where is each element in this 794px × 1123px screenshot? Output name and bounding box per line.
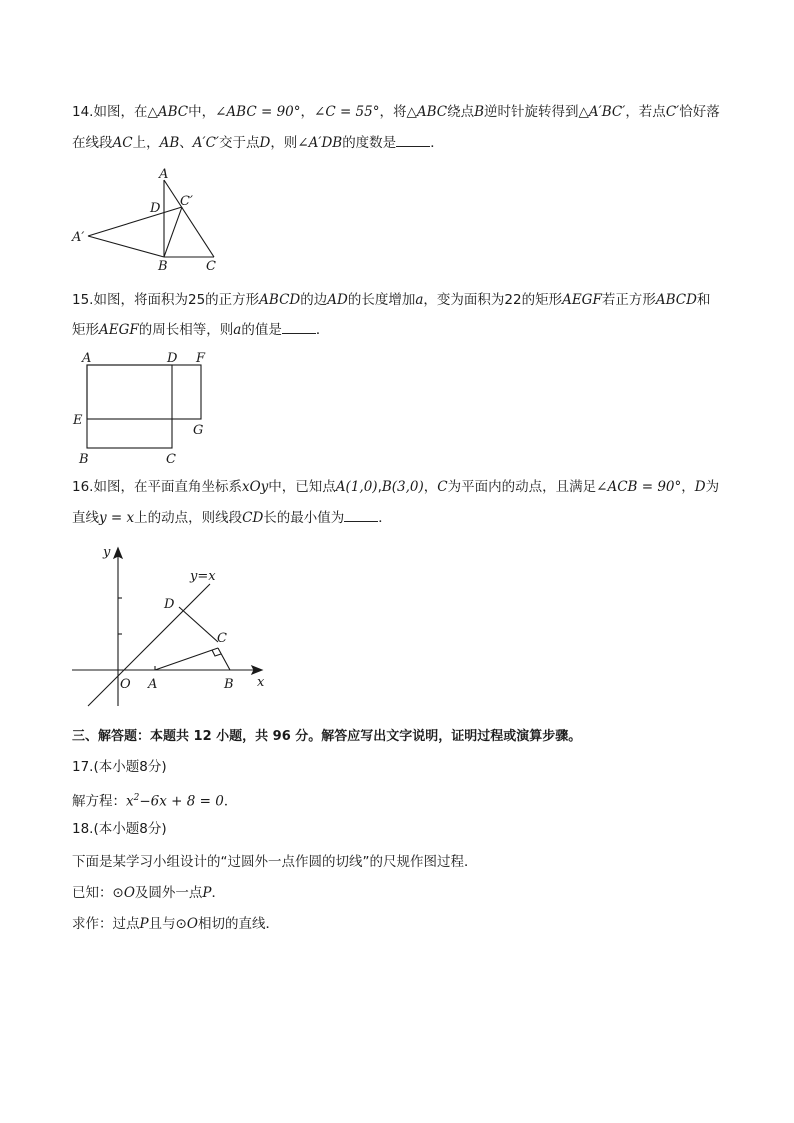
text: 恰好落 bbox=[679, 104, 720, 120]
label-c: C bbox=[217, 631, 227, 646]
text: ，则 bbox=[270, 135, 298, 151]
math-superscript: 2 bbox=[133, 793, 140, 803]
math: AD bbox=[327, 292, 348, 308]
text: 在线段 bbox=[72, 135, 113, 151]
segment-dc bbox=[179, 607, 218, 642]
text: 如图，在平面直角坐标系 bbox=[93, 479, 242, 495]
q17-body bbox=[72, 788, 732, 812]
text: 中， bbox=[188, 104, 216, 120]
label-d: D bbox=[164, 597, 175, 612]
math: O bbox=[123, 885, 135, 901]
text: ，若点 bbox=[625, 104, 666, 120]
segment-ac bbox=[155, 648, 218, 670]
label-d: D bbox=[167, 351, 178, 366]
label-f: F bbox=[196, 351, 206, 366]
math: ∠C = 55° bbox=[314, 104, 380, 120]
text: 如图，在 bbox=[93, 104, 148, 120]
label-a: A bbox=[82, 351, 92, 366]
math: A(1,0) bbox=[335, 479, 378, 495]
y-axis-arrow-icon bbox=[114, 548, 122, 558]
text: 的边 bbox=[300, 292, 328, 308]
segment-ac bbox=[164, 180, 214, 257]
circle-symbol: ⊙ bbox=[175, 916, 187, 932]
text: 的矩形 bbox=[521, 292, 563, 308]
label-y: y bbox=[103, 545, 111, 560]
question-number: 16. bbox=[72, 479, 94, 495]
text: 的值是 bbox=[241, 322, 282, 338]
segment-a1c1 bbox=[88, 207, 182, 236]
q18-header: 18.(本小题8分) bbox=[72, 821, 167, 837]
math: xOy bbox=[241, 479, 269, 495]
text: 的正方形 bbox=[205, 292, 260, 308]
text: 且与 bbox=[148, 916, 176, 932]
q14-line-2 bbox=[72, 133, 732, 153]
text: 相切的直线． bbox=[197, 916, 279, 932]
triangle-symbol: △ bbox=[147, 104, 158, 120]
math: x bbox=[126, 793, 134, 810]
triangle-symbol: △ bbox=[406, 104, 417, 120]
question-number: 15. bbox=[72, 292, 94, 308]
math: C′ bbox=[665, 104, 680, 120]
text: ，变为面积为 bbox=[423, 292, 505, 308]
math: P bbox=[202, 885, 212, 901]
text: ． bbox=[378, 510, 392, 526]
text: ， bbox=[300, 104, 315, 120]
text: 为 bbox=[705, 479, 720, 495]
q15-figure bbox=[65, 345, 225, 470]
math: a bbox=[415, 292, 424, 308]
text: 绕点 bbox=[447, 104, 475, 120]
text: ，将 bbox=[379, 104, 407, 120]
math: B(3,0) bbox=[381, 479, 424, 495]
text: 已知： bbox=[72, 885, 113, 901]
q16-line-1 bbox=[72, 477, 732, 497]
math: P bbox=[139, 916, 149, 932]
math: D bbox=[694, 479, 706, 495]
math: AB bbox=[159, 135, 180, 151]
label-a-prime: A′ bbox=[72, 230, 85, 245]
q15-line-1 bbox=[72, 290, 732, 310]
math: ABC bbox=[157, 104, 189, 120]
circle-symbol: ⊙ bbox=[112, 885, 124, 901]
q16-line-2 bbox=[72, 508, 732, 528]
label-g: G bbox=[193, 423, 204, 438]
answer-blank bbox=[282, 320, 316, 334]
label-o: O bbox=[120, 677, 131, 692]
segment-bc1 bbox=[164, 207, 182, 257]
math: ABC bbox=[416, 104, 448, 120]
math: ABCD bbox=[259, 292, 301, 308]
math: a bbox=[233, 322, 242, 338]
math: −6x + 8 = 0 bbox=[139, 793, 224, 810]
text: , bbox=[377, 479, 382, 495]
text: ， bbox=[423, 479, 438, 495]
number: 25 bbox=[187, 292, 206, 308]
q18-line-1: 下面是某学习小组设计的“过圆外一点作圆的切线”的尺规作图过程． bbox=[72, 854, 478, 870]
math: C bbox=[437, 479, 448, 495]
text: 解方程： bbox=[72, 793, 126, 810]
text: 为平面内的动点，且满足 bbox=[447, 479, 597, 495]
text: 长的最小值为 bbox=[263, 510, 345, 526]
math: ∠A′DB bbox=[297, 135, 343, 151]
label-c-prime: C′ bbox=[180, 194, 193, 209]
answer-blank bbox=[344, 508, 378, 522]
label-c: C bbox=[166, 452, 176, 467]
text: 如图，将面积为 bbox=[93, 292, 188, 308]
q18-construct bbox=[72, 914, 732, 934]
text: 的长度增加 bbox=[347, 292, 416, 308]
math: AEGF bbox=[562, 292, 602, 308]
text: 上， bbox=[132, 135, 160, 151]
square-abcd bbox=[87, 365, 172, 448]
label-c: C bbox=[206, 259, 216, 274]
math: D bbox=[259, 135, 271, 151]
text: 求作：过点 bbox=[72, 916, 140, 932]
math: A′C′ bbox=[192, 135, 219, 151]
text: ， bbox=[681, 479, 695, 495]
q15-line-2 bbox=[72, 320, 732, 340]
text: 矩形 bbox=[72, 322, 99, 338]
math: AC bbox=[112, 135, 133, 151]
section-header: 三、解答题：本题共 12 小题，共 96 分。解答应写出文字说明，证明过程或演算步骤。 bbox=[72, 729, 582, 744]
math: O bbox=[186, 916, 198, 932]
label-a: A bbox=[148, 677, 158, 692]
text: 若正方形 bbox=[601, 292, 656, 308]
text: 中，已知点 bbox=[268, 479, 336, 495]
label-a: A bbox=[159, 167, 169, 182]
number: 22 bbox=[504, 292, 522, 308]
question-number: 14. bbox=[72, 104, 94, 120]
text: 交于点 bbox=[218, 135, 260, 151]
text: ． bbox=[211, 885, 225, 901]
rect-aegf bbox=[87, 365, 201, 419]
text: 的度数是 bbox=[342, 135, 397, 151]
text: ． bbox=[315, 322, 330, 338]
math: △A′BC′ bbox=[578, 104, 626, 120]
math: ABCD bbox=[655, 292, 697, 308]
math: AEGF bbox=[99, 322, 139, 338]
label-b: B bbox=[79, 452, 89, 467]
math: ∠ABC = 90° bbox=[215, 104, 301, 120]
text: 上的动点，则线段 bbox=[134, 510, 243, 526]
label-d: D bbox=[150, 201, 161, 216]
text: 直线 bbox=[72, 510, 99, 526]
label-x: x bbox=[257, 675, 265, 690]
text: 及圆外一点 bbox=[134, 885, 203, 901]
label-b: B bbox=[158, 259, 168, 274]
label-e: E bbox=[73, 413, 83, 428]
text: 、 bbox=[179, 135, 193, 151]
segment-a1b bbox=[88, 236, 164, 257]
answer-blank bbox=[396, 133, 430, 147]
text: 逆时针旋转得到 bbox=[484, 104, 579, 120]
math: B bbox=[474, 104, 485, 120]
math: ∠ACB = 90° bbox=[596, 479, 682, 495]
q14-line-1 bbox=[72, 102, 732, 122]
text: ． bbox=[223, 793, 238, 810]
q14-figure bbox=[60, 160, 240, 275]
text: 和 bbox=[696, 292, 711, 308]
math: y = x bbox=[99, 510, 135, 526]
segment-cb bbox=[218, 648, 230, 670]
math: CD bbox=[242, 510, 264, 526]
label-b: B bbox=[224, 677, 234, 692]
q17-header: 17.(本小题8分) bbox=[72, 759, 167, 775]
q18-known bbox=[72, 883, 732, 903]
x-axis-arrow-icon bbox=[252, 666, 262, 674]
text: 的周长相等，则 bbox=[138, 322, 234, 338]
q16-figure bbox=[60, 538, 280, 713]
label-y-equals-x: y=x bbox=[190, 569, 216, 584]
text: ． bbox=[430, 135, 444, 151]
